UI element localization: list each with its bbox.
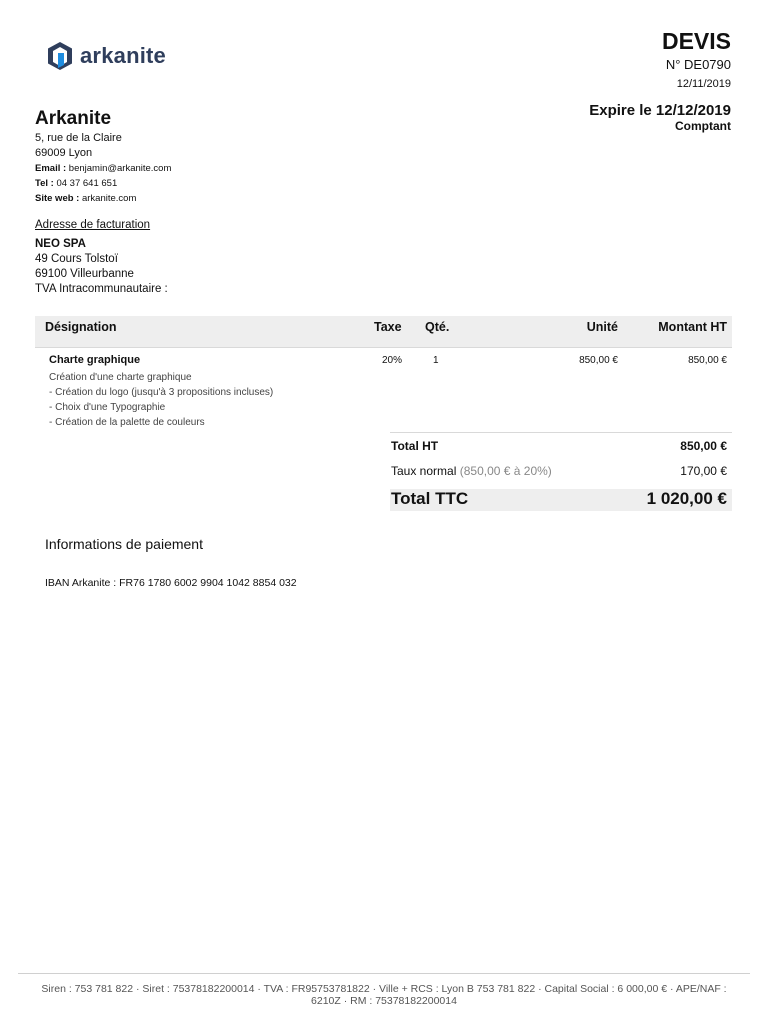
seller-website-label: Site web : [35,193,80,204]
seller-address-line1: 5, rue de la Claire [35,132,122,144]
seller-address-line2: 69009 Lyon [35,147,93,159]
client-address-line2: 69100 Villeurbanne [35,268,134,280]
document-header [589,28,731,133]
seller-name: Arkanite [35,108,112,129]
total-ttc-row [390,489,732,511]
legal-footer [18,973,750,1007]
tax-value: 170,00 € [680,464,727,478]
total-ttc-label: Total TTC [391,489,469,508]
total-ht-label: Total HT [391,439,439,453]
footer-line1: Siren : 753 781 822 · Siret : 75378182200014 · TVA : FR95753781822 · Ville + RCS : Lyon B 753 781 822 · Capital Social : 6 000,00 € · APE/NAF : [41,983,727,995]
table-row [35,347,732,433]
tax-label: Taux normal [391,464,457,478]
expiry-date: Expire le 12/12/2019 [589,102,731,119]
payment-iban: IBAN Arkanite : FR76 1780 6002 9904 1042 8854 032 [45,577,297,589]
header-tax: Taxe [374,320,402,334]
footer-line2: 6210Z · RM : 75378182200014 [311,995,457,1007]
items-table [35,316,732,433]
company-logo [46,41,166,71]
seller-email-label: Email : [35,163,67,174]
billing-address [35,218,168,297]
total-ttc-value: 1 020,00 € [646,489,727,508]
item-qty: 1 [433,355,439,366]
header-designation: Désignation [45,320,117,334]
header-unit: Unité [586,320,618,334]
client-vat: TVA Intracommunautaire : [35,283,168,295]
total-ht-value: 850,00 € [680,439,727,453]
seller-tel [35,176,171,191]
payment-info-title: Informations de paiement [45,536,203,552]
client-name: NEO SPA [35,238,86,250]
document-type: DEVIS [661,28,731,54]
item-description-line: - Choix d'une Typographie [49,402,166,413]
seller-tel-value: 04 37 641 651 [56,178,118,189]
header-qty: Qté. [425,320,450,334]
item-description-line: Création d'une charte graphique [49,372,192,383]
item-description-line: - Création de la palette de couleurs [49,417,205,428]
item-unit-price: 850,00 € [579,355,618,366]
total-ht-row [390,433,732,458]
seller-tel-label: Tel : [35,178,54,189]
item-tax: 20% [382,355,403,366]
item-description [49,370,273,430]
seller-email [35,161,171,176]
tax-row [390,458,732,483]
arkanite-logo-icon [46,41,74,71]
table-header [35,316,732,347]
seller-website-value: arkanite.com [81,193,137,204]
item-description-line: - Création du logo (jusqu'à 3 propositions incluses) [49,387,274,398]
header-amount: Montant HT [658,320,727,334]
seller-info [35,107,171,206]
tax-label-group [391,464,552,478]
document-number: N° DE0790 [665,57,731,72]
seller-website [35,191,171,206]
item-title: Charte graphique [49,354,141,366]
billing-title: Adresse de facturation [35,219,151,231]
client-address-line1: 49 Cours Tolstoï [35,253,118,265]
payment-terms: Comptant [675,119,731,133]
item-amount: 850,00 € [688,355,727,366]
logo-wordmark: arkanite [80,43,166,68]
document-date: 12/11/2019 [676,78,731,90]
totals-block [390,432,732,511]
seller-email-value: benjamin@arkanite.com [68,163,172,174]
tax-detail: (850,00 € à 20%) [459,464,552,478]
